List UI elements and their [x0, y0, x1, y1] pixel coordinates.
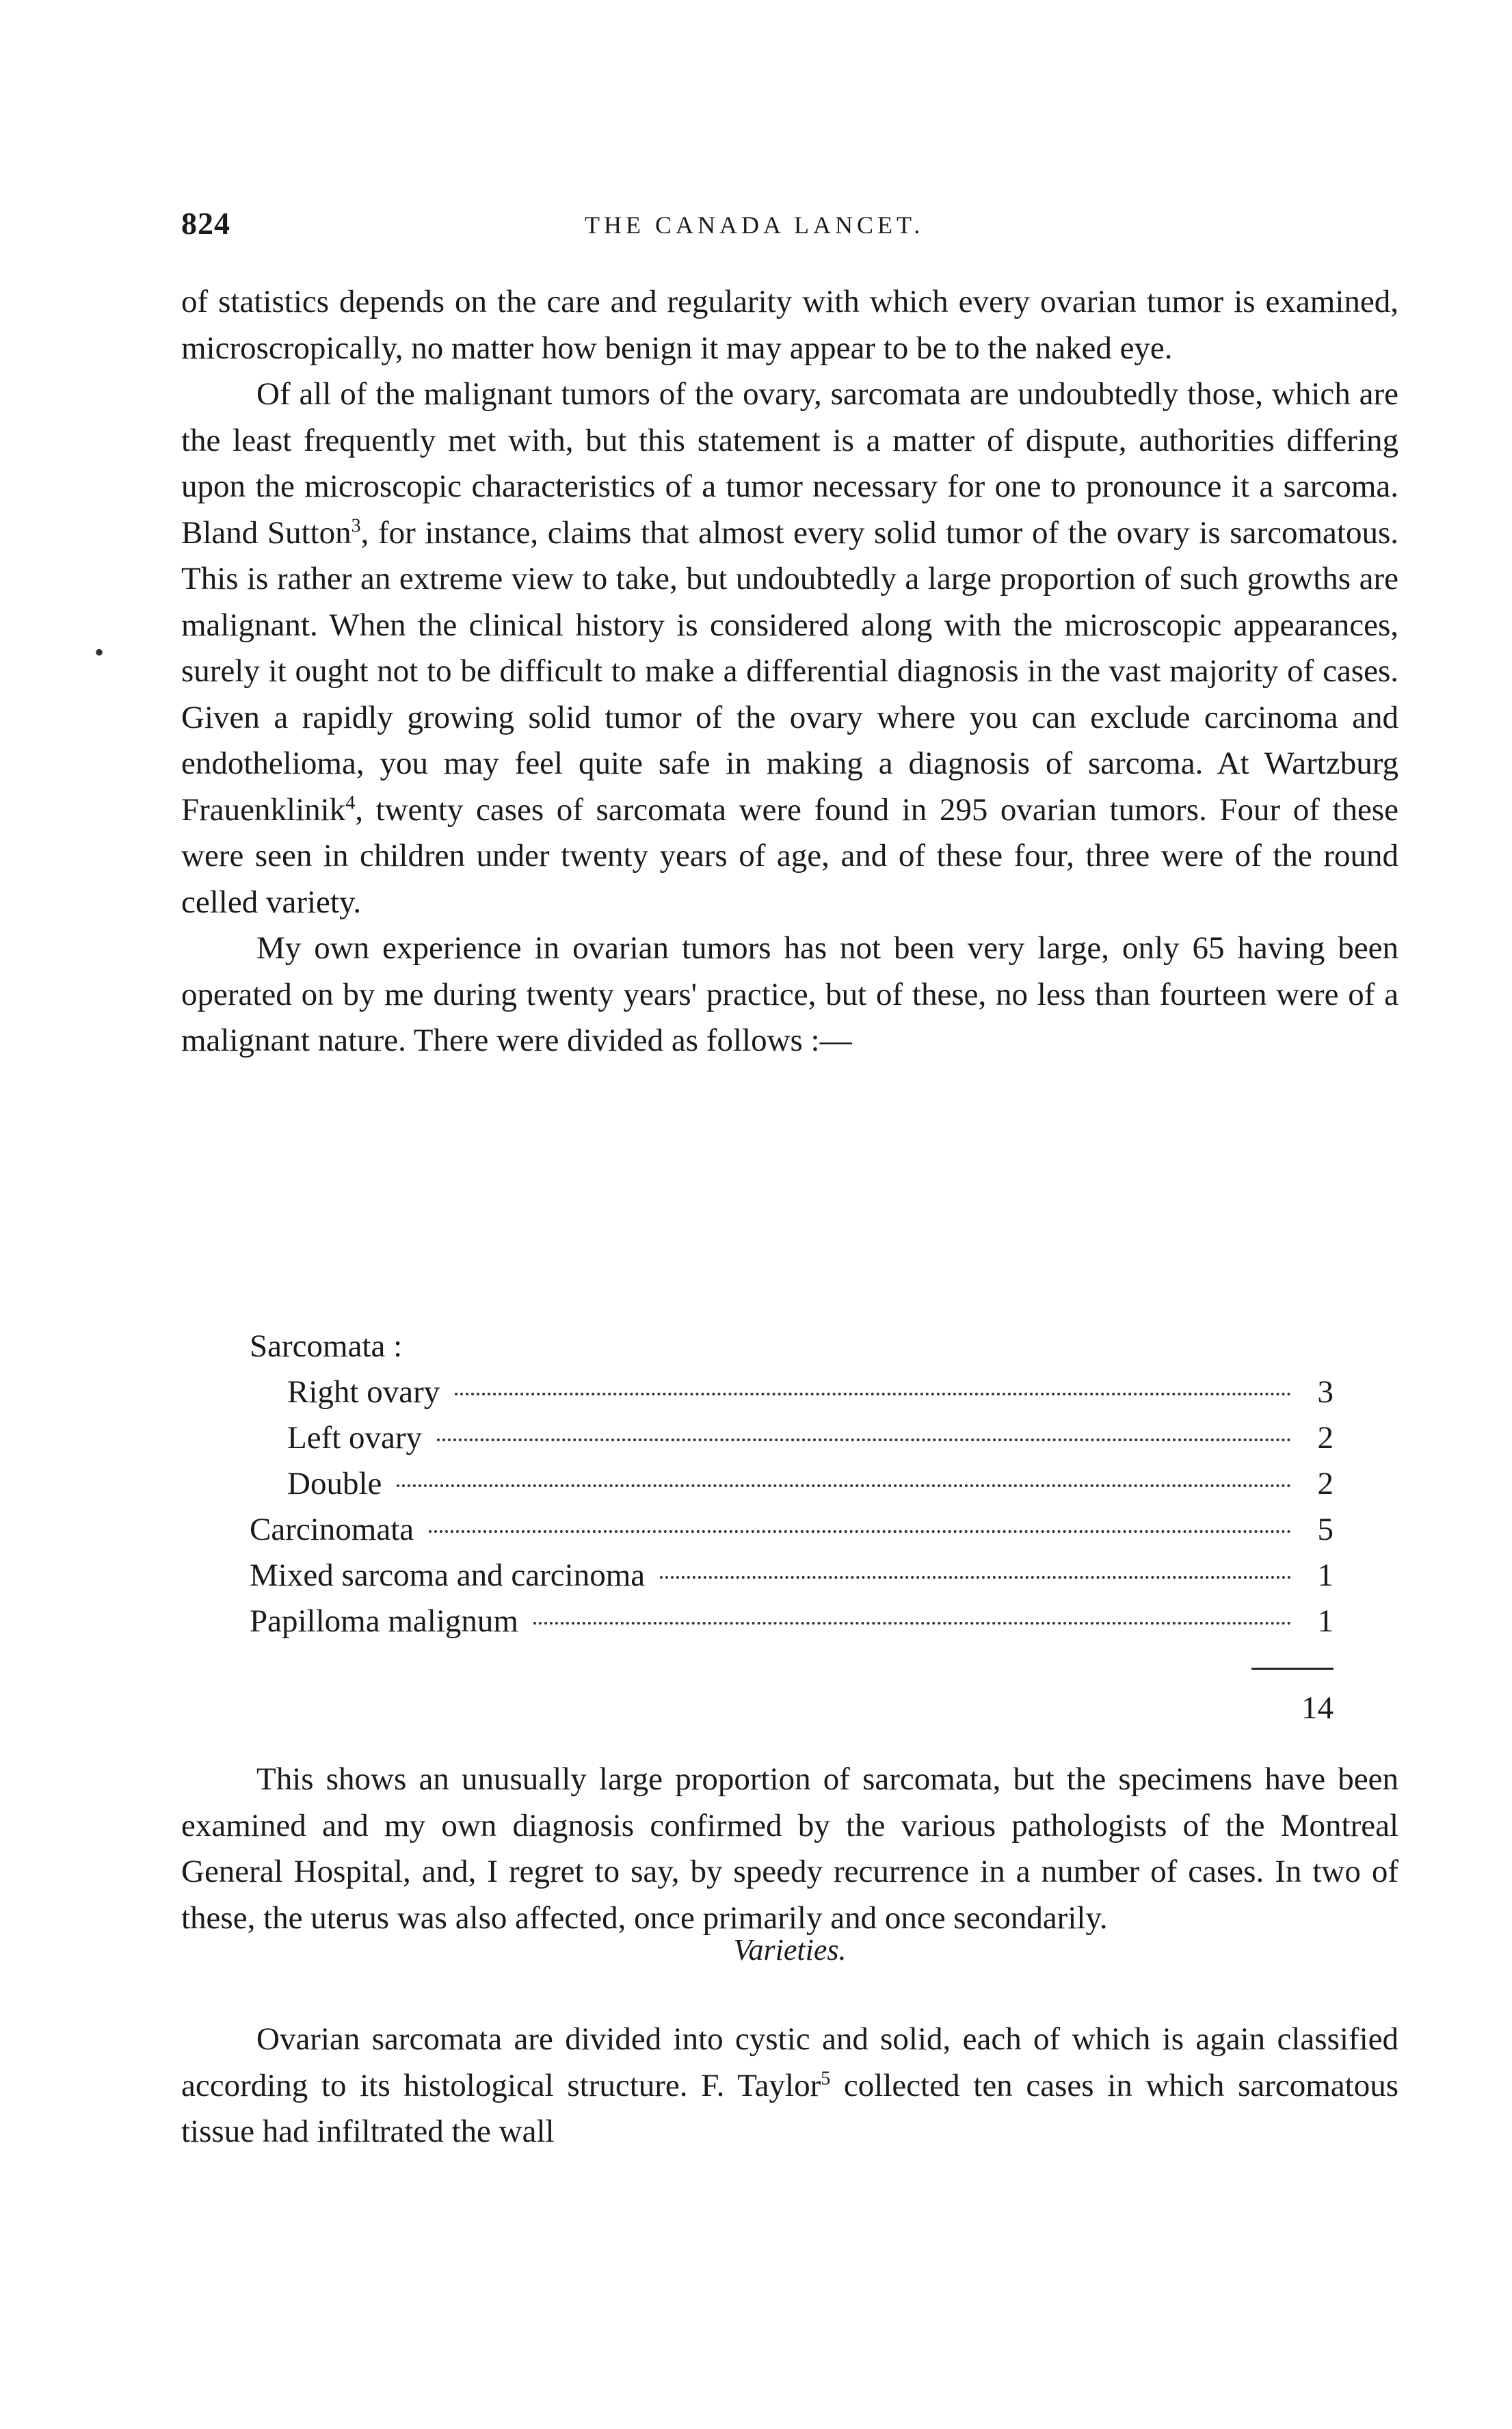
paragraph-2-part-a: Of all of the malignant tumors of the ovary, sarcomata are undoubtedly those, which are the least frequently met with, but this statement is a matter of dispute, authorities differing upon the microscopic characteristics of a tumor necessary for one to pronounce it a sarcoma. Bland Sutton [181, 376, 1398, 551]
leader-dots [660, 1576, 1291, 1579]
paragraph-5-part-b: collected ten cases in which sarcomatous tissue had infiltrated the wall [181, 2067, 1398, 2149]
table-row [250, 1553, 1334, 1599]
case-table [250, 1324, 1334, 1644]
table-row-value: 3 [1317, 1374, 1334, 1410]
paragraph-2-part-b: , for instance, claims that almost every solid tumor of the ovary is sarcomatous. This is rather an extreme view to take, but undoubtedly a large proportion of such growths are malignant. When the clinical history is considered along with the microscopic appearances, surely it ought not to be difficult to make a differential diagnosis in the vast majority of cases. Given a rapidly growing solid tumor of the ovary where you can exclude carcinoma and endothelioma, you may feel quite safe in making a diagnosis of sarcoma. At Wartzburg Frauenklinik [181, 514, 1398, 828]
table-row-label: Carcinomata [250, 1512, 414, 1547]
leader-dots [429, 1530, 1291, 1533]
running-head [181, 205, 1412, 246]
section-heading: Varieties. [733, 1933, 847, 1967]
table-row-label: Left ovary [287, 1420, 423, 1456]
page-number: 824 [181, 206, 230, 241]
paragraph-3: My own experience in ovarian tumors has not been very large, only 65 having been operated on by me during twenty years' practice, but of these, no less than fourteen were of a malignant nature. There were divided as follows :— [181, 930, 1398, 1058]
paragraph-2 [181, 371, 1398, 925]
table-row-value: 5 [1317, 1512, 1334, 1547]
leader-dots [437, 1439, 1291, 1441]
footnote-ref-5: 5 [821, 2067, 831, 2089]
table-row-label: Papilloma malignum [250, 1603, 518, 1639]
table-row-value: 2 [1317, 1466, 1334, 1501]
table-row-label: Mixed sarcoma and carcinoma [250, 1558, 646, 1593]
table-row-label: Double [287, 1466, 382, 1501]
table-row [250, 1369, 1334, 1415]
paragraph-1: of statistics depends on the care and regularity with which every ovarian tumor is examined, microscropically, no matter how benign it may appear to be to the naked eye. [181, 284, 1398, 366]
paragraph-5 [181, 2017, 1398, 2155]
table-row [250, 1507, 1334, 1553]
leader-dots [397, 1484, 1291, 1487]
body-text-lower [181, 2017, 1398, 2155]
table-row-label: Right ovary [287, 1374, 440, 1410]
total-rule [1251, 1668, 1334, 1670]
paragraph-2-part-c: , twenty cases of sarcomata were found in 295 ovarian tumors. Four of these were seen in children under twenty years of age, and of these four, three were of the round celled variety. [181, 791, 1398, 920]
table-row-value: 2 [1317, 1420, 1334, 1456]
footnote-ref-3: 3 [351, 514, 361, 536]
body-text-middle [181, 1757, 1398, 1941]
table-row [250, 1415, 1334, 1461]
margin-mark: • [94, 637, 105, 668]
table-row-value: 1 [1317, 1558, 1334, 1593]
table-total: 14 [1301, 1690, 1334, 1726]
footnote-ref-4: 4 [345, 791, 356, 813]
paragraph-4: This shows an unusually large proportion of sarcomata, but the specimens have been examined and my own diagnosis confirmed by the various pathologists of the Montreal General Hospital, and, I regret to say, by speedy recurrence in a number of cases. In two of these, the uterus was also affected, once primarily and once secondarily. [181, 1761, 1398, 1936]
table-row [250, 1324, 1334, 1369]
leader-dots [455, 1393, 1291, 1395]
leader-dots [533, 1622, 1291, 1625]
paragraph-5-part-a: Ovarian sarcomata are divided into cystic and solid, each of which is again classified according to its histological structure. F. Taylor [181, 2021, 1398, 2103]
table-row-value: 1 [1317, 1603, 1334, 1639]
table-row [250, 1461, 1334, 1507]
journal-title: THE CANADA LANCET. [585, 211, 925, 239]
body-text-upper [181, 279, 1398, 1064]
table-row [250, 1599, 1334, 1644]
table-row-label: Sarcomata : [250, 1328, 403, 1364]
